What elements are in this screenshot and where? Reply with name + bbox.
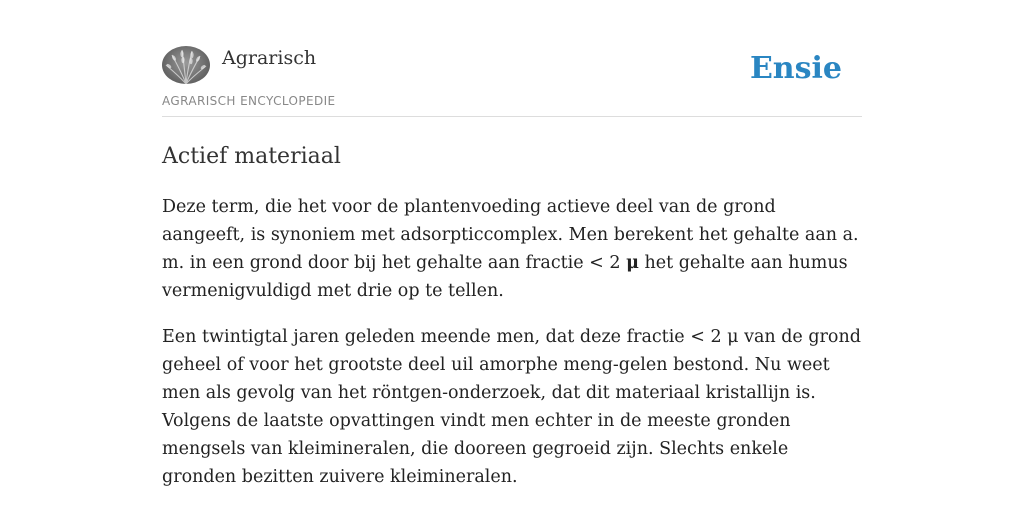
paragraph-text: het gehalte aan humus vermenigvuldigd met drie op te tellen.: [162, 253, 848, 301]
source-name[interactable]: Agrarisch: [222, 47, 317, 69]
page-container: [162, 46, 862, 491]
site-header: [162, 46, 862, 117]
wheat-ears-icon[interactable]: [162, 46, 210, 84]
brand-logo[interactable]: Ensie: [749, 51, 842, 86]
article-paragraph: Een twintigtal jaren geleden meende men, dat deze fractie < 2 μ van de grond geheel of voor het grootste deel uil amorphe meng-gelen bestond. Nu weet men als gevolg van het röntgen-onderzoek, dat dit materiaal kristallijn is. Volgens de laatste opvattingen vindt men echter in de meeste gronden mengsels van kleimineralen, die dooreen gegroeid zijn. Slechts enkele gronden bezitten zuivere kleimineralen.: [162, 327, 861, 487]
article-paragraph: [162, 193, 862, 305]
article-title: Actief materiaal: [162, 144, 341, 169]
paragraph-text: Deze term, die het voor de plantenvoeding actieve deel van de grond aangeeft, is synoniem met adsorpticcomplex. Men berekent het gehalte aan a. m. in een grond door bij het gehalte aan fractie < 2: [162, 197, 859, 273]
paragraph-bold-text: μ: [626, 253, 639, 273]
encyclopedia-label: AGRARISCH ENCYCLOPEDIE: [162, 94, 336, 108]
